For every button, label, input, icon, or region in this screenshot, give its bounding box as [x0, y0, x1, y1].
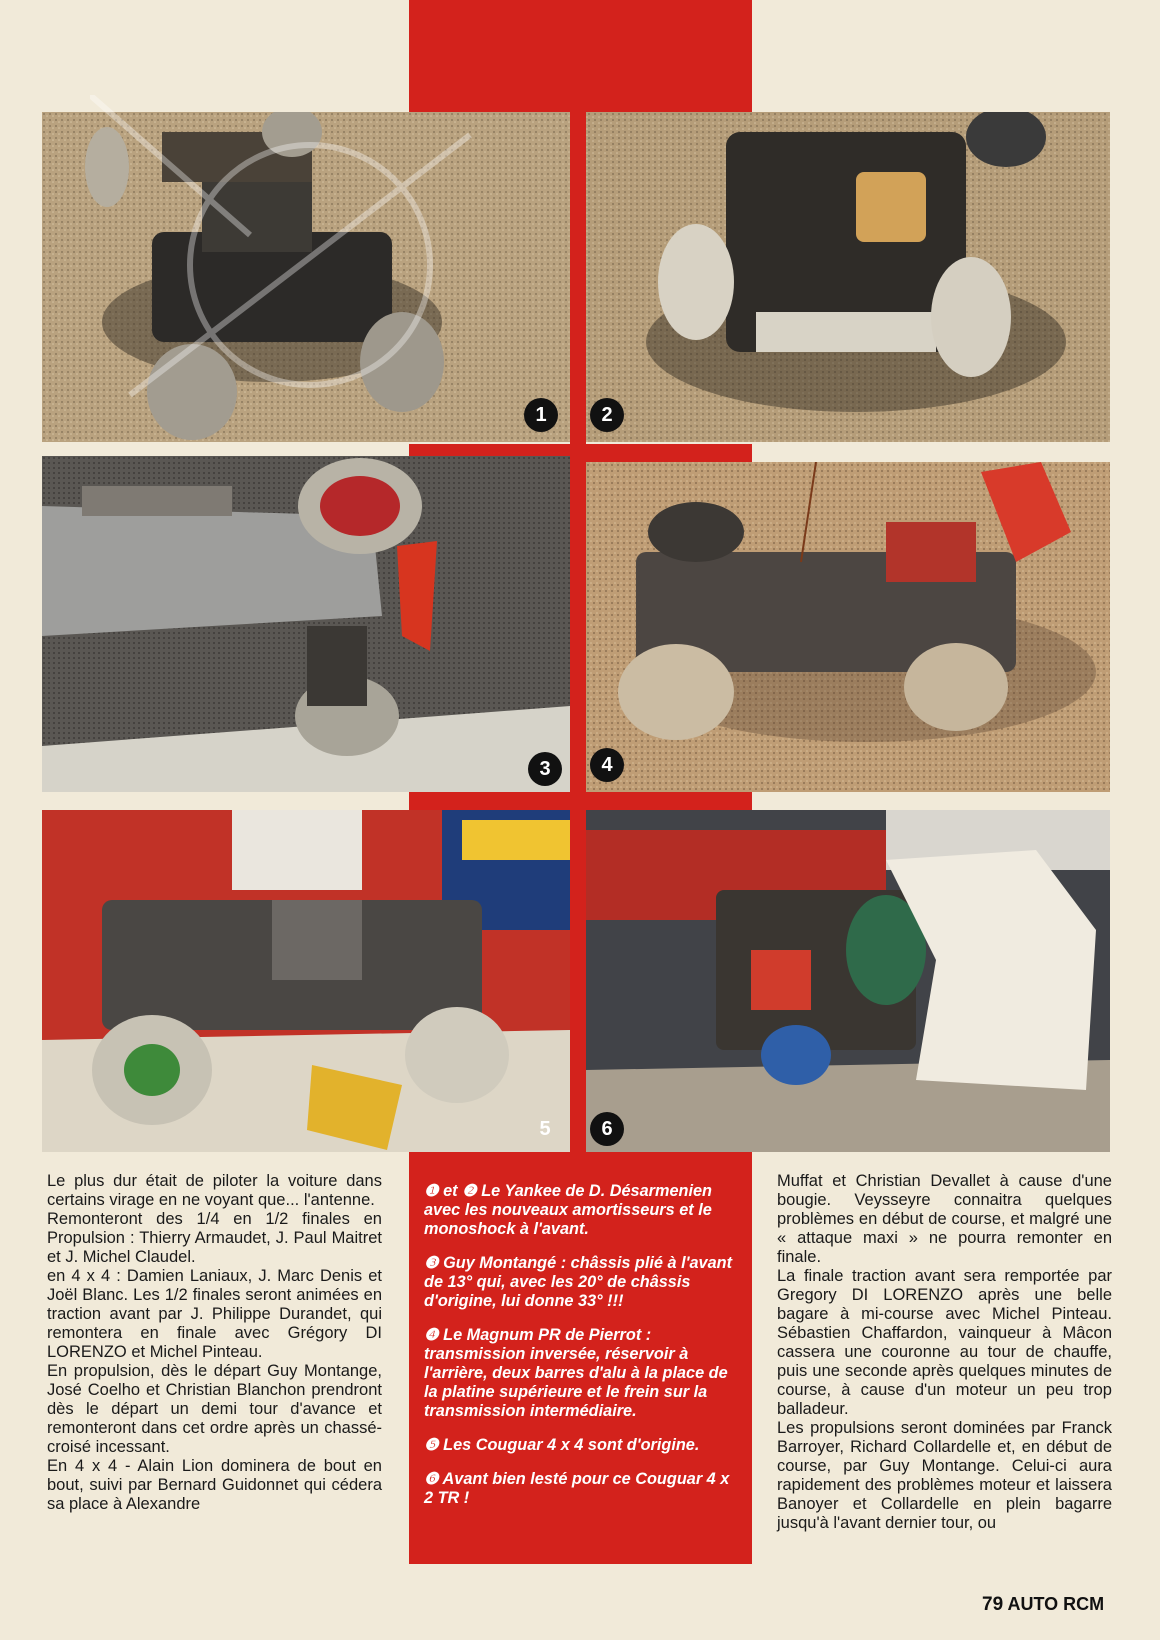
photo-2-rc-buggy-front — [586, 112, 1110, 442]
red-band-lower — [409, 792, 752, 810]
photo-number-badge: 3 — [528, 752, 562, 786]
caption-photo-6: ❻ Avant bien lesté pour ce Couguar 4 x 2 TR ! — [424, 1470, 730, 1507]
photo-number-badge: 6 — [590, 1112, 624, 1146]
paragraph: Muffat et Christian Devallet à cause d'une bougie. Veysseyre connaitra quelques problèmes en début de course, et malgré une « attaque maxi » ne pourra remonter en finale. — [777, 1172, 1112, 1266]
photo-5-couguar-4x4 — [42, 810, 570, 1152]
photo-6-couguar-4x2 — [586, 810, 1110, 1152]
paragraph: Le plus dur était de piloter la voiture dans certains virage en ne voyant que... l'antenne. — [47, 1172, 382, 1209]
page-number: 79 — [982, 1594, 1004, 1615]
paragraph: En propulsion, dès le départ Guy Montange, José Coelho et Christian Blanchon prendront dès le départ un demi tour d'avance et remonteront dans cet ordre après un chassé-croisé incessant. — [47, 1362, 382, 1456]
photo-number-badge: 5 — [539, 1117, 551, 1140]
red-column-divider — [570, 112, 586, 1152]
paragraph: Remonteront des 1/4 en 1/2 finales en Propulsion : Thierry Armaudet, J. Paul Maitret et J. Michel Claudel. — [47, 1210, 382, 1266]
caption-photos-1-2: ❶ et ❷ Le Yankee de D. Désarmenien avec les nouveaux amortisseurs et le monoshock à l'avant. — [424, 1182, 712, 1238]
caption-photo-5: ❺ Les Couguar 4 x 4 sont d'origine. — [424, 1436, 700, 1454]
photo-number-badge: 2 — [590, 398, 624, 432]
caption-photo-3: ❸ Guy Montangé : châssis plié à l'avant de 13° qui, avec les 20° de châssis d'origine, lui donne 33° !!! — [424, 1254, 732, 1310]
article-right-column — [777, 1172, 1112, 1533]
paragraph: En 4 x 4 - Alain Lion dominera de bout en bout, suivi par Bernard Guidonnet qui cédera sa place à Alexandre — [47, 1457, 382, 1513]
caption-photo-4: ❹ Le Magnum PR de Pierrot : transmission inversée, réservoir à l'arrière, deux barres d'alu à la place de la platine supérieure et le frein sur la transmission intermédiaire. — [424, 1326, 728, 1420]
article-left-column — [47, 1172, 382, 1514]
photo-number-badge: 1 — [524, 398, 558, 432]
page-footer — [982, 1594, 1104, 1616]
photo-3-bent-chassis — [42, 456, 570, 792]
photo-number-badge: 4 — [590, 748, 624, 782]
photo-captions-box — [409, 1152, 752, 1564]
photo-4-magnum-pr — [586, 462, 1110, 792]
paragraph: Les propulsions seront dominées par Franck Barroyer, Richard Collardelle et, en début de course, par Guy Montange. Celui-ci aura rapidement des problèmes moteur et laissera Banoyer et Collardelle en plein bagarre jusqu'à l'avant dernier tour, ou — [777, 1419, 1112, 1532]
magazine-name: AUTO RCM — [1007, 1594, 1105, 1614]
paragraph: La finale traction avant sera remportée par Gregory DI LORENZO après une belle bagare à mi-course avec Michel Pinteau. Sébastien Chaffardon, vainqueur à Mâcon cassera une couronne au tour de chauffe, puis une seconde après quelques minutes de course, à cause d'un moteur un peu trop balladeur. — [777, 1267, 1112, 1418]
watermark-logo — [90, 95, 510, 475]
paragraph: en 4 x 4 : Damien Laniaux, J. Marc Denis et Joël Blanc. Les 1/2 finales seront animées en traction avant par J. Philippe Durandet, qui remontera en finale avec Grégory DI LORENZO et Michel Pinteau. — [47, 1267, 382, 1361]
